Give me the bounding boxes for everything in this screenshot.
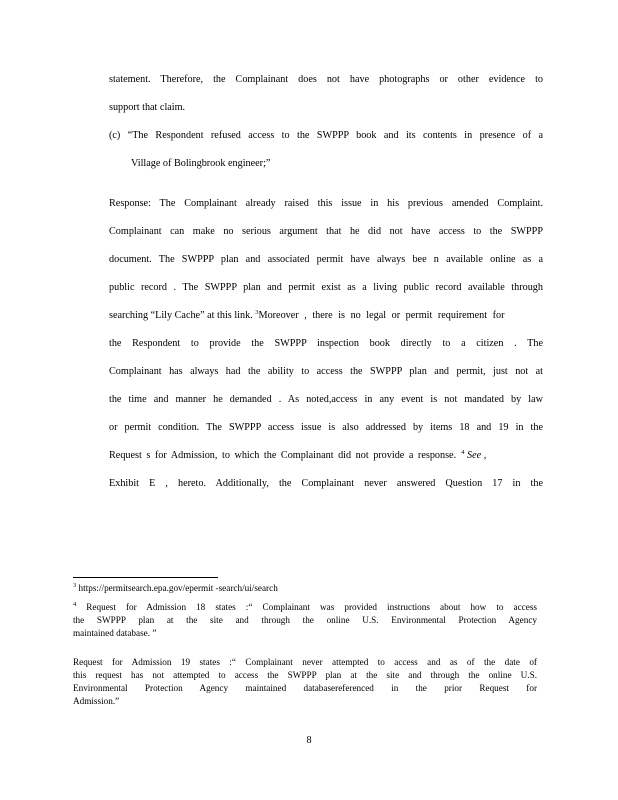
footnote-4-line-3: maintained database. ” bbox=[73, 628, 157, 638]
body-line-14-text: Request s for Admission, to which the Complainant did not provide a response. bbox=[109, 450, 457, 461]
footnote-ref-3[interactable]: 3 bbox=[255, 309, 259, 316]
body-line-9 bbox=[109, 309, 543, 323]
body-line-6: Complainant can make no serious argument that he did not have access to the SWPPP bbox=[109, 226, 543, 237]
footnote-4-number: 4 bbox=[73, 601, 77, 608]
body-line-7: document. The SWPPP plan and associated permit have always bee n available online as a bbox=[109, 254, 543, 265]
footnote-separator bbox=[73, 577, 218, 578]
body-line-3: (c) “The Respondent refused access to the SWPPP book and its contents in presence of a bbox=[109, 130, 543, 141]
footnote-4-line-1 bbox=[73, 601, 537, 613]
footnote-3-text[interactable]: https://permitsearch.epa.gov/epermit -search/ui/search bbox=[76, 583, 278, 593]
body-line-8: public record . The SWPPP plan and permit exist as a living public record available through bbox=[109, 282, 543, 293]
body-line-4: Village of Bolingbrook engineer;” bbox=[131, 158, 271, 169]
body-line-2: support that claim. bbox=[109, 102, 186, 113]
footnote-ref-4[interactable]: 4 bbox=[461, 449, 465, 456]
page-number: 8 bbox=[306, 735, 312, 746]
body-line-14 bbox=[109, 449, 543, 463]
footnote-4b-line-3: Environmental Protection Agency maintained databasereferenced in the prior Request for bbox=[73, 683, 537, 693]
footnote-4b-line-1: Request for Admission 19 states :“ Complainant never attempted to access and as of the date of bbox=[73, 657, 537, 667]
body-line-9-head: searching “Lily Cache” at this link. bbox=[109, 310, 253, 321]
footnote-3-number: 3 bbox=[73, 582, 77, 589]
footnote-4b-line-4: Admission.” bbox=[73, 696, 120, 706]
body-line-15: Exhibit E , hereto. Additionally, the Complainant never answered Question 17 in the bbox=[109, 478, 543, 489]
body-line-14-end: , bbox=[481, 450, 487, 461]
body-line-1: statement. Therefore, the Complainant does not have photographs or other evidence to bbox=[109, 74, 543, 85]
body-line-11: Complainant has always had the ability to access the SWPPP plan and permit, just not at bbox=[109, 366, 543, 377]
see-signal: See bbox=[467, 450, 482, 461]
body-line-10: the Respondent to provide the SWPPP inspection book directly to a citizen . The bbox=[109, 338, 543, 349]
footnote-4b-line-2: this request has not attempted to access the SWPPP plan at the site and through the online U.S. bbox=[73, 670, 537, 680]
body-line-13: or permit condition. The SWPPP access issue is also addressed by items 18 and 19 in the bbox=[109, 422, 543, 433]
body-line-9-tail: Moreover , there is no legal or permit requirement for bbox=[258, 310, 505, 321]
body-line-5: Response: The Complainant already raised this issue in his previous amended Complaint. bbox=[109, 198, 543, 209]
footnote-4-line-1-text: Request for Admission 18 states :“ Complainant was provided instructions about how to access bbox=[76, 602, 537, 612]
footnote-3 bbox=[73, 582, 537, 594]
footnote-4-line-2: the SWPPP plan at the site and through the online U.S. Environmental Protection Agency bbox=[73, 615, 537, 625]
body-line-12: the time and manner he demanded . As noted,access in any event is not mandated by law bbox=[109, 394, 543, 405]
